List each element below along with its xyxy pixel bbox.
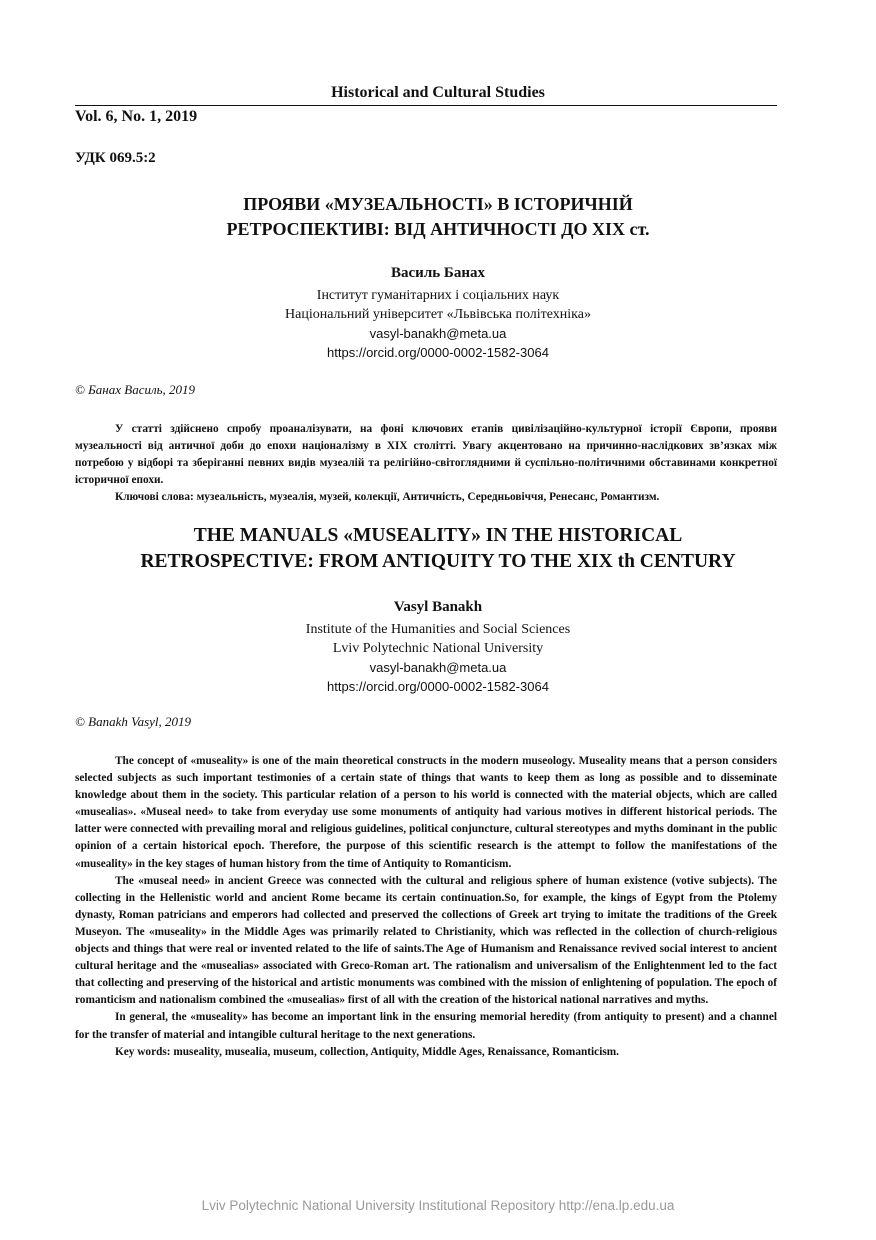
ukrainian-title: [100, 192, 776, 242]
english-paragraph-3: In general, the «museality» has become an important link in the ensuring memorial heredity (from antiquity to present) and a channel for the transfer of material and intangible cultural heritage to the next generations.: [75, 1011, 777, 1041]
english-title: [90, 523, 786, 575]
english-paragraph-2: The «museal need» in ancient Greece was connected with the cultural and religious sphere of human existence (votive subjects). The collecting in the Hellenistic world and ancient Rome became its certain continuation.So, for example, the kings of Egypt from the Ptolemy dynasty, Roman patricians and emperors had collected and preserved the collections of Greek art trying to imitate the traditions of the Greek Museyon. The «museality» in the Middle Ages was primarily related to Christianity, which was reflected in the collection of church-religious objects and things that were real or invented related to the life of saints.The Age of Humanism and Renaissance revived social interest to ancient cultural heritage and the «musealias» associated with Greco-Roman art. The rationalism and universalism of the Enlightenment led to the fact that collecting and preserving of the historical and artistic monuments was combined with the mission of enlightening of population. The epoch of romanticism and nationalism combined the «musealias» first of all with the creation of the historical national narratives and myths.: [75, 874, 777, 1007]
english-title-line1: THE MANUALS «MUSEALITY» IN THE HISTORICAL: [193, 525, 683, 546]
english-institute: Institute of the Humanities and Social Sciences: [305, 622, 571, 637]
udk-code: УДК 069.5:2: [75, 150, 156, 166]
english-keywords: Key words: museality, musealia, museum, collection, Antiquity, Middle Ages, Renaissance, Romanticism.: [115, 1045, 619, 1058]
ukrainian-university: Національний університет «Львівська політехніка»: [285, 307, 591, 322]
english-university: Lviv Polytechnic National University: [332, 641, 544, 656]
ukrainian-abstract-text: У статті здійснено спробу проаналізувати, на фоні ключових етапів цивілізаційно-культурної історії Європи, прояви музеальності від античної доби до епохи націоналізму в XIX столітті. Увагу акцентовано на причинно-наслідкових зв’язках між потребою у відборі та зберіганні певних видів музеалій та релігійно-світоглядними й суспільно-політичними обставинами конкретної історичної епохи.: [75, 423, 777, 486]
ukrainian-copyright: © Банах Василь, 2019: [75, 382, 196, 397]
ukrainian-orcid-link[interactable]: https://orcid.org/0000-0002-1582-3064: [327, 345, 549, 360]
english-email-link[interactable]: vasyl-banakh@meta.ua: [369, 660, 507, 675]
english-title-line2: RETROSPECTIVE: FROM ANTIQUITY TO THE XIX th CENTURY: [140, 551, 736, 572]
english-copyright: © Banakh Vasyl, 2019: [75, 714, 192, 729]
ukrainian-email-link[interactable]: vasyl-banakh@meta.ua: [369, 326, 507, 341]
ukrainian-institute: Інститут гуманітарних і соціальних наук: [316, 288, 560, 303]
english-paragraph-1: The concept of «museality» is one of the main theoretical constructs in the modern museology. Museality means that a person considers selected subjects as such important testimonies of a certain state of things that wants to keep them as long as possible and to disseminate knowledge about them in the society. This particular relation of a person to his world is connected with the material objects, which are called «musealias». «Museal need» to take from everyday use some monuments of antiquity had various motives in different historical periods. The latter were connected with prevailing moral and religious guidelines, political conjuncture, cultural stereotypes and myths dominant in the public opinion of a certain historical epoch. Therefore, the purpose of this scientific research is the attempt to follow the manifestations of the «museality» in the key stages of human history from the time of Antiquity to Romanticism.: [75, 755, 777, 870]
english-author-name: Vasyl Banakh: [393, 599, 483, 615]
english-orcid-link[interactable]: https://orcid.org/0000-0002-1582-3064: [327, 679, 549, 694]
english-abstract: [75, 753, 777, 1061]
ukrainian-keywords: Ключові слова: музеальність, музеалія, музей, колекції, Античність, Середньовіччя, Ренесанс, Романтизм.: [115, 491, 660, 503]
repository-footer: Lviv Polytechnic National University Institutional Repository http://ena.lp.edu.ua: [201, 1198, 675, 1213]
volume-info: Vol. 6, No. 1, 2019: [75, 108, 198, 125]
header-divider: [75, 105, 777, 106]
ukrainian-title-line1: ПРОЯВИ «МУЗЕАЛЬНОСТІ» В ІСТОРИЧНІЙ: [243, 194, 633, 214]
ukrainian-author-name: Василь Банах: [391, 265, 485, 281]
journal-title: Historical and Cultural Studies: [331, 84, 545, 101]
ukrainian-abstract: [75, 421, 777, 506]
english-author-block: [100, 598, 776, 696]
ukrainian-author-block: [100, 264, 776, 362]
ukrainian-title-line2: РЕТРОСПЕКТИВІ: ВІД АНТИЧНОСТІ ДО XIX ст.: [226, 219, 650, 239]
